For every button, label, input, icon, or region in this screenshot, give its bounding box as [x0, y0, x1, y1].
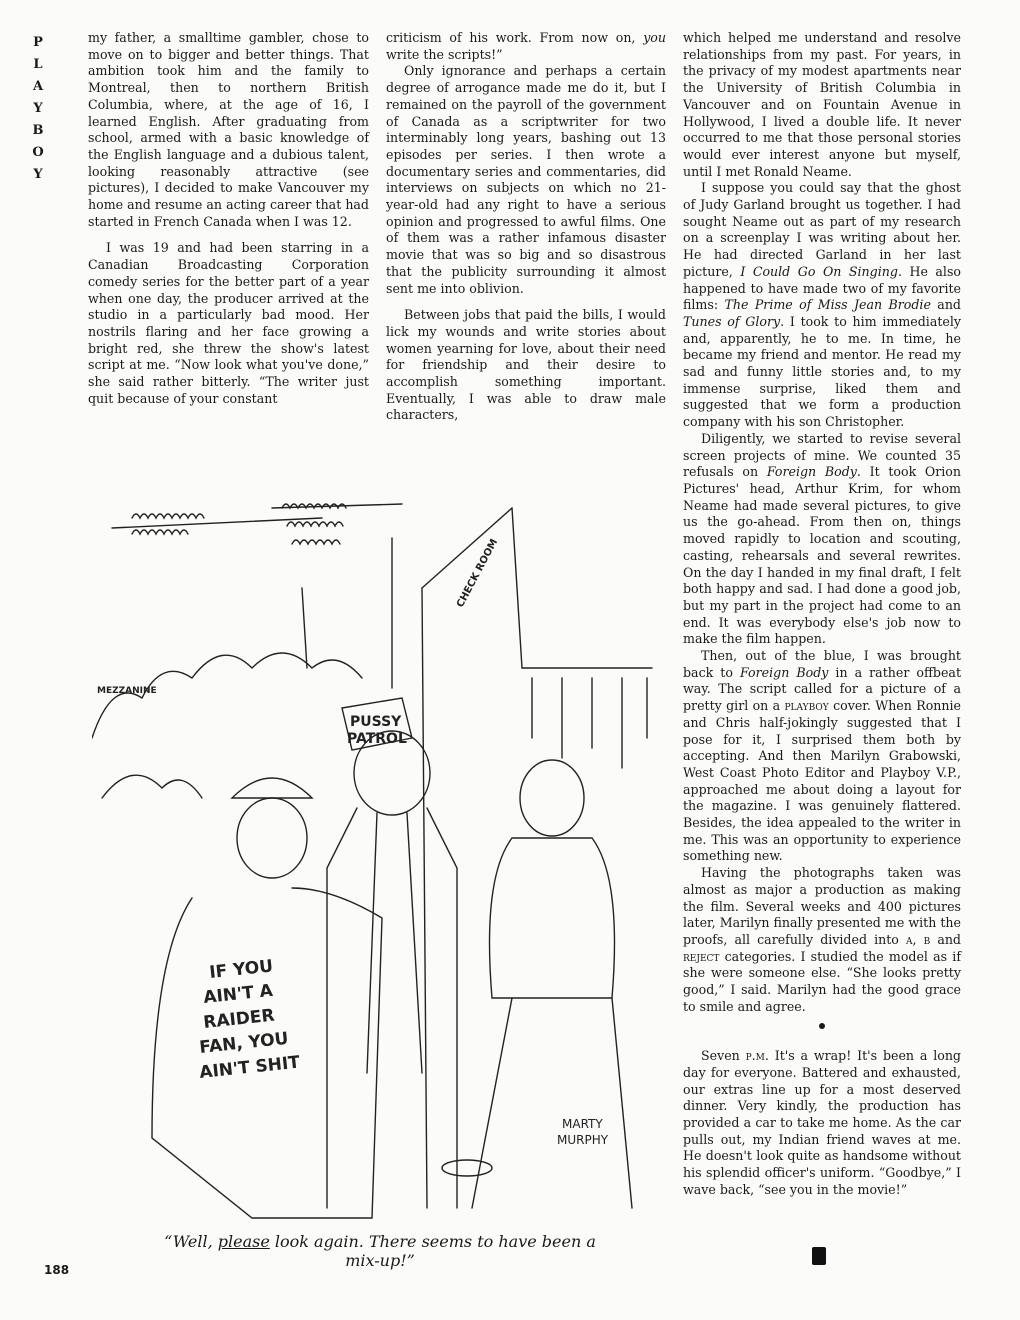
cartoon-caption: “Well, please look again. There seems to have been a mix-up!” — [164, 1232, 596, 1270]
paragraph: Seven p.m. It's a wrap! It's been a long day for everyone. Battered and exhausted, our extras line up for a most deserved dinner. Very kindly, the production has provided a car to take me home. As the car pulls out, my Indian friend waves at me. He doesn't look quite as handsome without his splendid officer's uniform. “Goodbye,” I wave back, “see you in the movie!” — [683, 1048, 961, 1197]
masthead-letter: Y — [33, 101, 43, 116]
text-column-2 — [386, 30, 666, 424]
shirt-text-line: AIN'T A — [202, 980, 274, 1008]
shirt-text-line: IF YOU — [208, 956, 275, 983]
paragraph: I suppose you could say that the ghost of Judy Garland brought us together. I had sought Neame out as part of my research on a screenplay I was writing about her. He had directed Garland in her last picture, I Could Go On Singing. He also happened to have made two of my favorite films: The Prime of Miss Jean Brodie and Tunes of Glory. I took to him immediately and, apparently, he to me. In time, he became my friend and mentor. He read my sad and funny little stories and, to my immense surprise, liked them and suggested that we form a production company with his son Christopher. — [683, 180, 962, 430]
playboy-bunny-end-mark-icon — [812, 1247, 826, 1265]
cartoon-illustration — [92, 468, 674, 1228]
paragraph: Having the photographs taken was almost as major a production as making the film. Several weeks and 400 pictures later, Marilyn finally presented me with the proofs, all carefully divided into a, b and reject categories. I studied the model as if she were someone else. “She looks pretty good,” I said. Marilyn had the good grace to smile and agree. — [683, 865, 961, 1014]
shirt-text-line: FAN, YOU — [198, 1028, 290, 1058]
paragraph: Then, out of the blue, I was brought back to Foreign Body in a rather offbeat way. The script called for a picture of a pretty girl on a playboy cover. When Ronnie and Chris half-jokingly suggested that I pose for it, I surprised them both by accepting. And then Marilyn Grabowski, West Coast Photo Editor and Playboy V.P., approached me about doing a layout for the magazine. I was genuinely flattered. Besides, the idea appealed to the writer in me. This was an opportunity to experience something new. — [683, 648, 961, 864]
cap-sign-text: PATROL — [347, 731, 407, 747]
mezzanine-banner: MEZZANINE — [97, 686, 157, 696]
masthead-letter: Y — [33, 167, 43, 182]
paragraph: I was 19 and had been starring in a Canadian Broadcasting Corporation comedy series for the better part of a year when one day, the producer arrived at the studio in a particularly bad mood. Her nostrils flaring and her face growing a bright red, she threw the show's latest script at me. “Now look what you've done,” she said rather bitterly. “The writer just quit because of your constant — [88, 240, 369, 406]
artist-signature: MURPHY — [557, 1133, 609, 1147]
masthead-letter: B — [32, 123, 44, 138]
artist-signature: MARTY — [562, 1117, 603, 1131]
paragraph: Between jobs that paid the bills, I would lick my wounds and write stories about women yearning for love, about their need for friendship and their desire to accomplish something important. Eventually, I was able to draw male characters, — [386, 307, 666, 423]
masthead-letter: O — [32, 145, 44, 160]
masthead-letter: L — [33, 57, 43, 72]
paragraph: which helped me understand and resolve relationships from my past. For years, in the privacy of my modest apartments near the University of British Columbia in Vancouver and on Fountain Avenue in Hollywood, I lived a double life. It never occurred to me that those personal stories would ever interest anyone but myself, until I met Ronald Neame. — [683, 30, 961, 179]
cap-sign-text: PUSSY — [350, 714, 402, 730]
check-room-sign: CHECK ROOM — [454, 537, 501, 610]
page-number: 188 — [44, 1263, 70, 1277]
shirt-text-line: RAIDER — [202, 1005, 276, 1033]
paragraph: Diligently, we started to revise several screen projects of mine. We counted 35 refusals on Foreign Body. It took Orion Pictures' head, Arthur Krim, for whom Neame had made several pictures, to give us the go-ahead. From then on, things moved rapidly to location and scouting, casting, rehearsals and several rewrites. On the day I handed in my final draft, I felt both happy and sad. I had done a good job, but my part in the project had come to an end. It was everybody else's job now to make the film happen. — [683, 430, 961, 647]
paragraph: my father, a smalltime gambler, chose to move on to bigger and better things. That ambition took him and the family to Montreal, then to northern British Columbia, where, at the age of 16, I learned English. After graduating from school, armed with a basic knowledge of the English language and a dubious talent, looking reasonably attractive (see pictures), I decided to make Vancouver my home and resume an acting career that had started in French Canada when I was 12. — [88, 30, 369, 229]
shirt-text-line: AIN'T SHIT — [198, 1052, 301, 1083]
masthead-letter: P — [33, 35, 43, 50]
paragraph: Only ignorance and perhaps a certain degree of arrogance made me do it, but I remained on the payroll of the government of Canada as a scriptwriter for two interminably long years, bashing out 13 episodes per series. I then wrote a documentary series and commentaries, did interviews on subjects on which no 21-year-old had any right to have a serious opinion and progressed to awful films. One of them was a rather infamous disaster movie that was so big and so disastrous that the publicity surrounding it almost sent me into oblivion. — [386, 63, 666, 296]
playboy-masthead — [30, 32, 46, 186]
text-column-3 — [683, 30, 961, 1199]
text-column-1 — [88, 30, 369, 407]
masthead-letter: A — [32, 79, 44, 94]
section-break-bullet — [683, 1017, 961, 1034]
paragraph: criticism of his work. From now on, you write the scripts!” — [386, 30, 666, 62]
